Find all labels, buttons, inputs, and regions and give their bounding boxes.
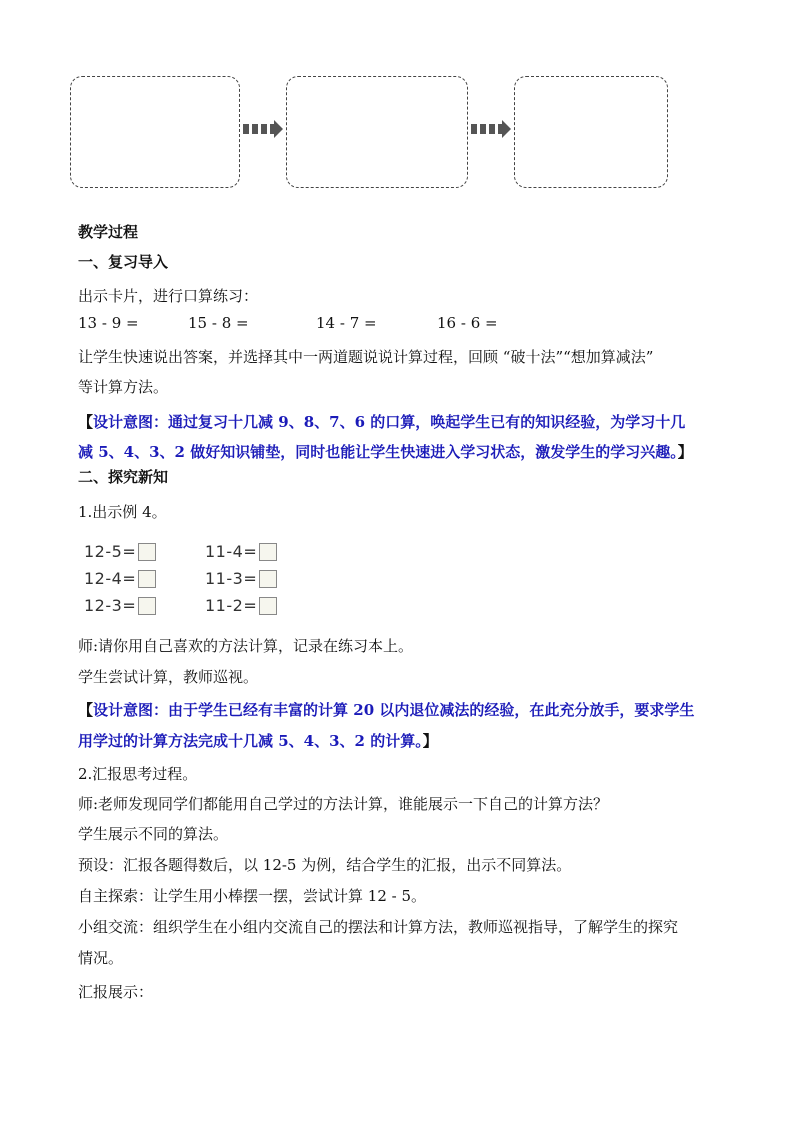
design-text: 通过复习十几减 9、8、7、6 的口算，唤起学生已有的知识经验，为学习十几 <box>168 413 686 431</box>
design-note-1-line-2 <box>78 442 693 462</box>
design-note-2-line-1 <box>78 700 694 720</box>
design-note-2-line-2 <box>78 731 438 751</box>
group-line-2: 情况。 <box>78 949 124 967</box>
section-2-title: 二、探究新知 <box>78 468 169 486</box>
expression-4: 16 - 6 = <box>437 314 498 332</box>
teacher-line-2: 师:老师发现同学们都能用自己学过的方法计算，谁能展示一下自己的计算方法？ <box>78 795 609 813</box>
flow-box-3 <box>514 76 668 188</box>
example-equation: 12-4= <box>84 569 156 588</box>
example-equation: 12-5= <box>84 542 156 561</box>
explore-line: 自主探索：让学生用小棒摆一摆，尝试计算 12 - 5。 <box>78 887 427 905</box>
answer-box <box>138 597 156 615</box>
flow-box-2 <box>286 76 468 188</box>
heading: 教学过程 <box>78 223 139 241</box>
student-line-2: 学生展示不同的算法。 <box>78 825 229 843</box>
expression-3: 14 - 7 = <box>316 314 377 332</box>
design-label: 设计意图： <box>93 413 169 431</box>
item-1: 1.出示例 4。 <box>78 503 167 521</box>
group-line-1: 小组交流：组织学生在小组内交流自己的摆法和计算方法，教师巡视指导，了解学生的探究 <box>78 918 679 936</box>
flow-arrow-2 <box>470 120 512 138</box>
example-equation: 11-3= <box>205 569 277 588</box>
example-equation: 11-4= <box>205 542 277 561</box>
bracket-open: 【 <box>78 701 94 719</box>
teacher-line-1: 师:请你用自己喜欢的方法计算，记录在练习本上。 <box>78 637 414 655</box>
item-2: 2.汇报思考过程。 <box>78 765 198 783</box>
section-1-title: 一、复习导入 <box>78 253 169 271</box>
answer-box <box>259 570 277 588</box>
paragraph-1-line-1: 让学生快速说出答案，并选择其中一两道题说说计算过程，回顾 “破十法”“想加算减法” <box>78 348 654 366</box>
flow-box-1 <box>70 76 240 188</box>
answer-box <box>259 543 277 561</box>
design-text: 由于学生已经有丰富的计算 20 以内退位减法的经验，在此充分放手，要求学生 <box>168 701 695 719</box>
expression-1: 13 - 9 = <box>78 314 139 332</box>
design-note-1-line-1 <box>78 412 685 432</box>
paragraph-1-line-2: 等计算方法。 <box>78 378 169 396</box>
design-text: 减 5、4、3、2 做好知识铺垫，同时也能让学生快速进入学习状态，激发学生的学习兴趣。 <box>78 443 678 461</box>
bracket-open: 【 <box>78 413 94 431</box>
example-equation: 12-3= <box>84 596 156 615</box>
answer-box <box>138 570 156 588</box>
example-equation: 11-2= <box>205 596 277 615</box>
student-line-1: 学生尝试计算，教师巡视。 <box>78 668 259 686</box>
bracket-close: 】 <box>422 732 438 750</box>
answer-box <box>259 597 277 615</box>
intro-text: 出示卡片，进行口算练习： <box>78 287 259 305</box>
flow-arrow-1 <box>242 120 284 138</box>
design-label: 设计意图： <box>93 701 169 719</box>
expression-2: 15 - 8 = <box>188 314 249 332</box>
design-text: 用学过的计算方法完成十几减 5、4、3、2 的计算。 <box>78 732 423 750</box>
answer-box <box>138 543 156 561</box>
bracket-close: 】 <box>677 443 693 461</box>
report-line: 汇报展示： <box>78 983 154 1001</box>
preset-line: 预设：汇报各题得数后，以 12-5 为例，结合学生的汇报，出示不同算法。 <box>78 856 572 874</box>
